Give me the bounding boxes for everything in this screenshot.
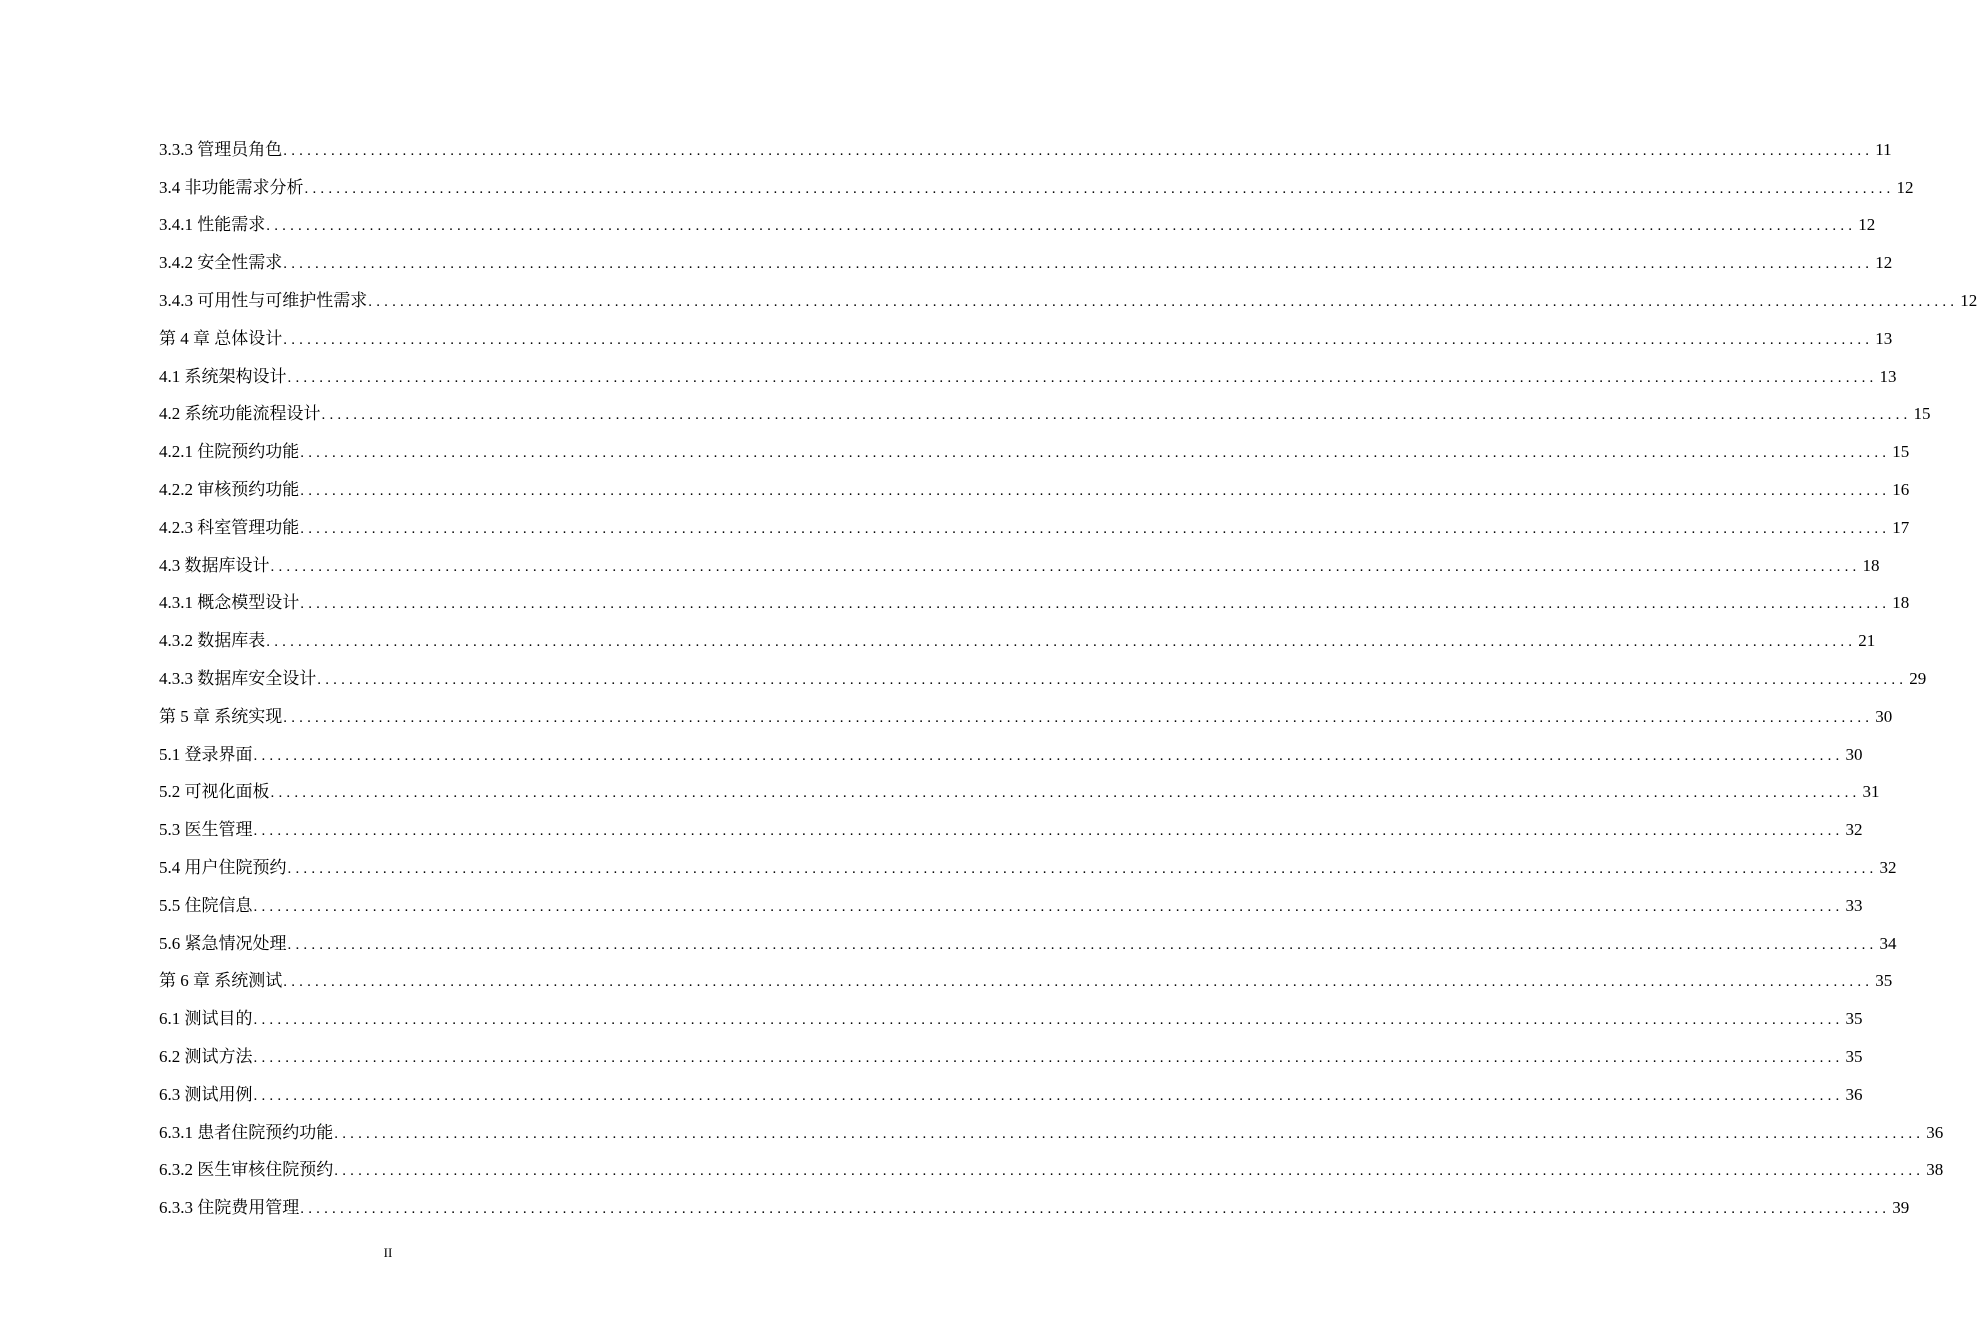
toc-entry-title: 4.3.1 概念模型设计 xyxy=(159,593,300,613)
toc-entry[interactable] xyxy=(159,660,1927,698)
toc-entry-title: 6.3.1 患者住院预约功能 xyxy=(159,1122,334,1142)
toc-entry[interactable] xyxy=(159,244,1893,282)
toc-entry-page: 29 xyxy=(1909,669,1927,689)
toc-dot-leader: ........................................................................................................................................................................................................ xyxy=(283,974,1874,991)
toc-dot-leader: ........................................................................................................................................................................................................ xyxy=(266,218,1857,235)
toc-entry-page: 15 xyxy=(1892,442,1910,462)
toc-entry-title: 4.2.1 住院预约功能 xyxy=(159,442,300,462)
toc-entry-page: 30 xyxy=(1845,744,1863,764)
toc-entry-title: 4.2.2 审核预约功能 xyxy=(159,480,300,500)
toc-entry-title: 5.2 可视化面板 xyxy=(159,782,270,802)
toc-dot-leader: ........................................................................................................................................................................................................ xyxy=(321,407,1912,424)
toc-entry-page: 18 xyxy=(1892,593,1910,613)
toc-entry-title: 4.3.2 数据库表 xyxy=(159,631,266,651)
toc-entry[interactable] xyxy=(159,698,1893,736)
toc-entry-page: 11 xyxy=(1875,139,1892,159)
toc-dot-leader: ........................................................................................................................................................................................................ xyxy=(270,785,1861,802)
toc-entry-page: 13 xyxy=(1879,366,1897,386)
toc-entry-title: 5.6 紧急情况处理 xyxy=(159,933,287,953)
toc-entry-title: 3.4.3 可用性与可维护性需求 xyxy=(159,291,368,311)
toc-entry-title: 6.1 测试目的 xyxy=(159,1009,253,1029)
toc-entry-title: 第 6 章 系统测试 xyxy=(159,971,283,991)
toc-entry-title: 3.4.2 安全性需求 xyxy=(159,253,283,273)
toc-entry-page: 38 xyxy=(1926,1160,1944,1180)
toc-entry-title: 3.4 非功能需求分析 xyxy=(159,177,304,197)
toc-entry-page: 18 xyxy=(1862,555,1880,575)
toc-entry[interactable] xyxy=(159,849,1897,887)
toc-entry[interactable] xyxy=(159,547,1880,585)
toc-dot-leader: ........................................................................................................................................................................................................ xyxy=(300,520,1891,537)
toc-entry[interactable] xyxy=(159,887,1863,925)
toc-entry[interactable] xyxy=(159,207,1876,245)
toc-entry[interactable] xyxy=(159,396,1931,434)
toc-entry[interactable] xyxy=(159,509,1910,547)
toc-dot-leader: ........................................................................................................................................................................................................ xyxy=(270,558,1861,575)
toc-entry-page: 15 xyxy=(1913,404,1931,424)
toc-entry[interactable] xyxy=(159,1114,1944,1152)
toc-entry[interactable] xyxy=(159,433,1910,471)
toc-entry-page: 12 xyxy=(1858,215,1876,235)
toc-entry-page: 13 xyxy=(1875,328,1893,348)
toc-entry-title: 5.3 医生管理 xyxy=(159,820,253,840)
toc-entry-title: 3.3.3 管理员角色 xyxy=(159,139,283,159)
toc-entry[interactable] xyxy=(159,1152,1944,1190)
toc-entry-page: 35 xyxy=(1875,971,1893,991)
toc-entry[interactable] xyxy=(159,585,1910,623)
toc-dot-leader: ........................................................................................................................................................................................................ xyxy=(300,445,1891,462)
toc-entry[interactable] xyxy=(159,169,1914,207)
toc-dot-leader: ........................................................................................................................................................................................................ xyxy=(253,898,1844,915)
toc-entry-title: 第 4 章 总体设计 xyxy=(159,328,283,348)
toc-dot-leader: ........................................................................................................................................................................................................ xyxy=(283,709,1874,726)
toc-entry-page: 12 xyxy=(1875,253,1893,273)
toc-dot-leader: ........................................................................................................................................................................................................ xyxy=(304,180,1895,197)
toc-dot-leader: ........................................................................................................................................................................................................ xyxy=(253,1012,1844,1029)
toc-dot-leader: ........................................................................................................................................................................................................ xyxy=(283,331,1874,348)
toc-entry-page: 12 xyxy=(1960,291,1977,311)
toc-entry[interactable] xyxy=(159,1000,1863,1038)
toc-entry-title: 6.3.3 住院费用管理 xyxy=(159,1198,300,1218)
toc-entry-page: 36 xyxy=(1845,1084,1863,1104)
toc-entry[interactable] xyxy=(159,471,1910,509)
toc-entry-page: 21 xyxy=(1858,631,1876,651)
toc-dot-leader: ........................................................................................................................................................................................................ xyxy=(253,747,1844,764)
toc-entry-page: 17 xyxy=(1892,517,1910,537)
toc-dot-leader: ........................................................................................................................................................................................................ xyxy=(300,596,1891,613)
toc-entry[interactable] xyxy=(159,811,1863,849)
toc-entry-title: 6.2 测试方法 xyxy=(159,1047,253,1067)
page-number: II xyxy=(383,1245,393,1260)
toc-entry-page: 16 xyxy=(1892,480,1910,500)
toc-entry-page: 32 xyxy=(1879,858,1897,878)
toc-dot-leader: ........................................................................................................................................................................................................ xyxy=(334,1125,1925,1142)
toc-entry-title: 6.3 测试用例 xyxy=(159,1084,253,1104)
toc-entry-title: 第 5 章 系统实现 xyxy=(159,706,283,726)
toc-dot-leader: ........................................................................................................................................................................................................ xyxy=(283,142,1874,159)
toc-entry-title: 5.4 用户住院预约 xyxy=(159,858,287,878)
toc-entry[interactable] xyxy=(159,1076,1863,1114)
toc-entry[interactable] xyxy=(159,131,1892,169)
toc-entry-page: 30 xyxy=(1875,706,1893,726)
toc-entry-title: 4.3 数据库设计 xyxy=(159,555,270,575)
table-of-contents xyxy=(159,131,1977,1227)
toc-entry[interactable] xyxy=(159,736,1863,774)
toc-entry-page: 33 xyxy=(1845,895,1863,915)
toc-dot-leader: ........................................................................................................................................................................................................ xyxy=(368,294,1959,311)
toc-dot-leader: ........................................................................................................................................................................................................ xyxy=(287,936,1878,953)
toc-entry-title: 5.5 住院信息 xyxy=(159,895,253,915)
toc-dot-leader: ........................................................................................................................................................................................................ xyxy=(266,634,1857,651)
toc-entry[interactable] xyxy=(159,282,1977,320)
toc-entry-page: 39 xyxy=(1892,1198,1910,1218)
toc-entry-page: 31 xyxy=(1862,782,1880,802)
toc-entry-title: 4.2 系统功能流程设计 xyxy=(159,404,321,424)
toc-entry-title: 3.4.1 性能需求 xyxy=(159,215,266,235)
toc-entry-page: 35 xyxy=(1845,1009,1863,1029)
toc-entry-page: 34 xyxy=(1879,933,1897,953)
toc-entry-title: 4.2.3 科室管理功能 xyxy=(159,517,300,537)
toc-entry-title: 6.3.2 医生审核住院预约 xyxy=(159,1160,334,1180)
toc-dot-leader: ........................................................................................................................................................................................................ xyxy=(300,1201,1891,1218)
toc-dot-leader: ........................................................................................................................................................................................................ xyxy=(287,861,1878,878)
toc-entry[interactable] xyxy=(159,320,1893,358)
toc-entry-page: 32 xyxy=(1845,820,1863,840)
toc-entry-title: 4.1 系统架构设计 xyxy=(159,366,287,386)
toc-dot-leader: ........................................................................................................................................................................................................ xyxy=(287,369,1878,386)
toc-entry-page: 12 xyxy=(1896,177,1914,197)
toc-dot-leader: ........................................................................................................................................................................................................ xyxy=(253,1087,1844,1104)
toc-entry[interactable] xyxy=(159,622,1876,660)
toc-dot-leader: ........................................................................................................................................................................................................ xyxy=(317,672,1908,689)
toc-dot-leader: ........................................................................................................................................................................................................ xyxy=(283,256,1874,273)
toc-dot-leader: ........................................................................................................................................................................................................ xyxy=(253,1050,1844,1067)
toc-dot-leader: ........................................................................................................................................................................................................ xyxy=(300,483,1891,500)
toc-entry[interactable] xyxy=(159,1189,1910,1227)
toc-dot-leader: ........................................................................................................................................................................................................ xyxy=(253,823,1844,840)
toc-entry[interactable] xyxy=(159,963,1893,1001)
toc-entry-page: 35 xyxy=(1845,1047,1863,1067)
toc-entry[interactable] xyxy=(159,774,1880,812)
toc-entry-title: 5.1 登录界面 xyxy=(159,744,253,764)
toc-dot-leader: ........................................................................................................................................................................................................ xyxy=(334,1163,1925,1180)
toc-entry[interactable] xyxy=(159,358,1897,396)
toc-entry[interactable] xyxy=(159,925,1897,963)
toc-entry[interactable] xyxy=(159,1038,1863,1076)
toc-entry-page: 36 xyxy=(1926,1122,1944,1142)
toc-entry-title: 4.3.3 数据库安全设计 xyxy=(159,669,317,689)
